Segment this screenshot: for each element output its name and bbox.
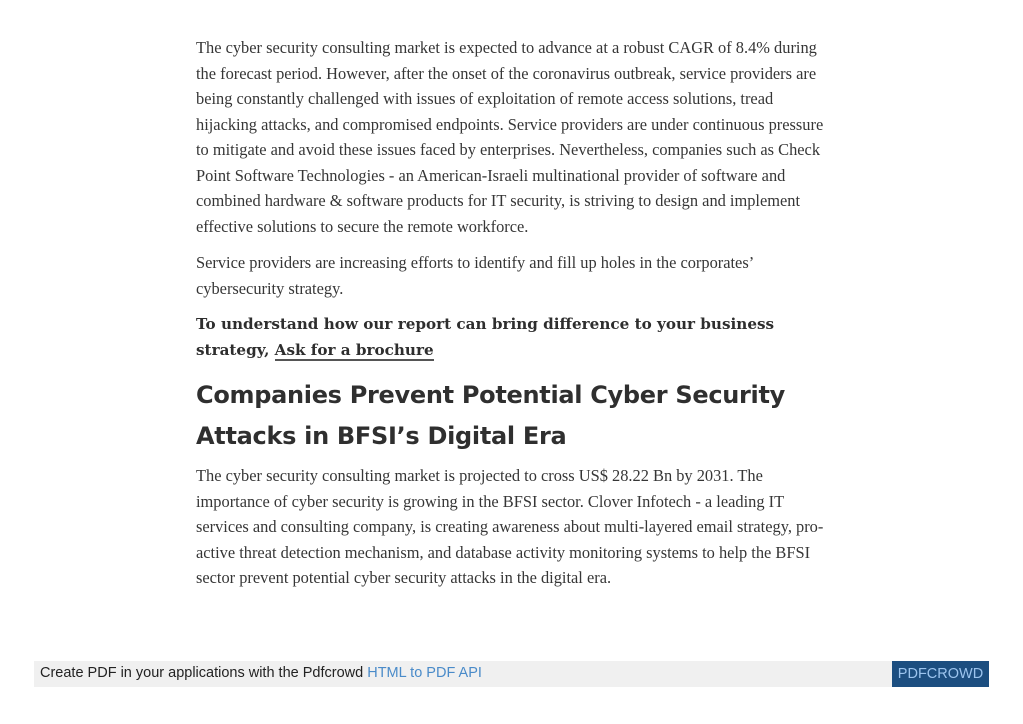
footer-prefix: Create PDF in your applications with the Pdfcrowd	[40, 665, 368, 681]
paragraph-holes: Service providers are increasing efforts to identify and fill up holes in the corporates’ cybersecurity strategy.	[196, 253, 753, 298]
footer-text	[40, 665, 482, 681]
brochure-cta	[196, 312, 824, 363]
brochure-cta-text: To understand how our report can bring difference to your business strategy,	[196, 315, 775, 359]
paragraph-bfsi: The cyber security consulting market is projected to cross US$ 28.22 Bn by 2031. The importance of cyber security is growing in the BFSI sector. Clover Infotech - a leading IT services and consulting company, is creating awareness about multi-layered email strategy, pro-active threat detection mechanism, and database activity monitoring systems to help the BFSI sector prevent potential cyber security attacks in the digital era.	[196, 466, 824, 587]
pdfcrowd-footer	[34, 661, 989, 687]
article-content	[196, 35, 824, 602]
paragraph-cagr: The cyber security consulting market is expected to advance at a robust CAGR of 8.4% during the forecast period. However, after the onset of the coronavirus outbreak, service providers are being constantly challenged with issues of exploitation of remote access solutions, tread hijacking attacks, and compromised endpoints. Service providers are under continuous pressure to mitigate and avoid these issues faced by enterprises. Nevertheless, companies such as Check Point Software Technologies - an American-Israeli multinational provider of software and combined hardware & software products for IT security, is striving to design and implement effective solutions to secure the remote workforce.	[196, 38, 824, 236]
section-heading: Companies Prevent Potential Cyber Security Attacks in BFSI’s Digital Era	[196, 381, 786, 450]
ask-brochure-link[interactable]: Ask for a brochure	[274, 340, 434, 359]
pdfcrowd-badge[interactable]: PDFCROWD	[892, 661, 989, 687]
html-to-pdf-api-link[interactable]: HTML to PDF API	[367, 665, 482, 681]
